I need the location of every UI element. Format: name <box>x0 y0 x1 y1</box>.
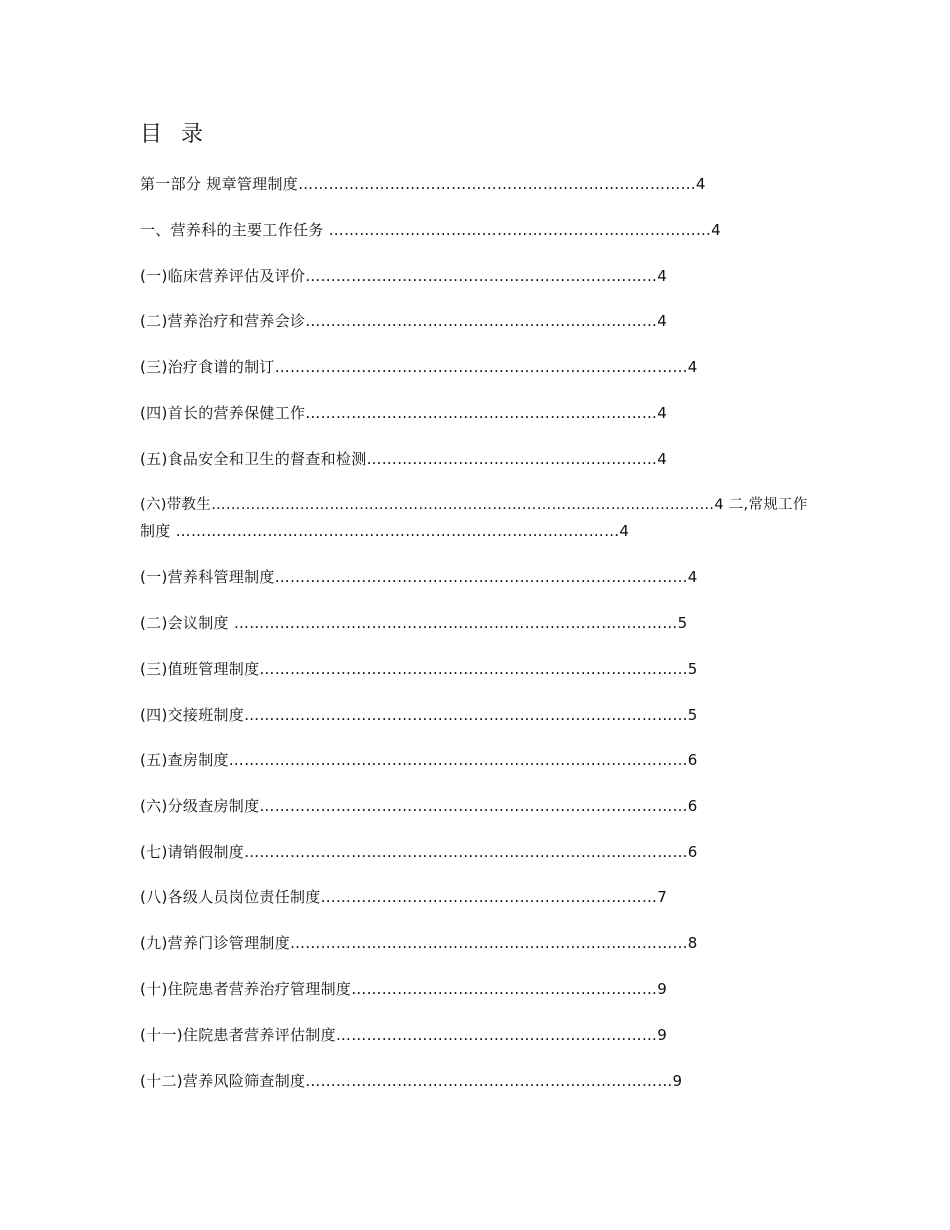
toc-entry[interactable]: (三)值班管理制度…………………………………………………………………………5 <box>140 660 698 678</box>
toc-entry[interactable]: (十一)住院患者营养评估制度………………………………………………………9 <box>140 1026 668 1044</box>
toc-entry[interactable]: (五)查房制度………………………………………………………………………………6 <box>140 751 698 769</box>
toc-entry[interactable]: 第一部分 规章管理制度……………………………………………………………………4 <box>140 175 706 193</box>
toc-entry[interactable]: (一)营养科管理制度………………………………………………………………………4 <box>140 568 698 586</box>
toc-entry[interactable]: (一)临床营养评估及评价……………………………………………………………4 <box>140 267 668 285</box>
toc-entry[interactable]: (二)营养治疗和营养会诊……………………………………………………………4 <box>140 312 668 330</box>
toc-entry[interactable]: (五)食品安全和卫生的督查和检测…………………………………………………4 <box>140 450 668 468</box>
toc-entry[interactable]: 制度 ……………………………………………………………………………4 <box>140 522 630 540</box>
toc-entry[interactable]: (七)请销假制度……………………………………………………………………………6 <box>140 843 698 861</box>
toc-entry[interactable]: (四)交接班制度……………………………………………………………………………5 <box>140 706 698 724</box>
toc-entry[interactable]: 一、营养科的主要工作任务 …………………………………………………………………4 <box>140 221 722 239</box>
toc-entry[interactable]: (九)营养门诊管理制度……………………………………………………………………8 <box>140 934 698 952</box>
toc-entry[interactable]: (六)带教生…………………………………………………………………………………………4 二,常规工作 <box>140 497 808 513</box>
toc-title: 目 录 <box>140 122 209 147</box>
toc-entry[interactable]: (六)分级查房制度…………………………………………………………………………6 <box>140 797 698 815</box>
toc-entry[interactable]: (四)首长的营养保健工作……………………………………………………………4 <box>140 404 668 422</box>
toc-entry[interactable]: (十)住院患者营养治疗管理制度……………………………………………………9 <box>140 980 668 998</box>
toc-entry[interactable]: (二)会议制度 ……………………………………………………………………………5 <box>140 614 688 632</box>
toc-entry[interactable]: (三)治疗食谱的制订………………………………………………………………………4 <box>140 358 698 376</box>
toc-entry[interactable]: (十二)营养风险筛查制度………………………………………………………………9 <box>140 1072 683 1090</box>
toc-entry[interactable]: (八)各级人员岗位责任制度…………………………………………………………7 <box>140 888 668 906</box>
